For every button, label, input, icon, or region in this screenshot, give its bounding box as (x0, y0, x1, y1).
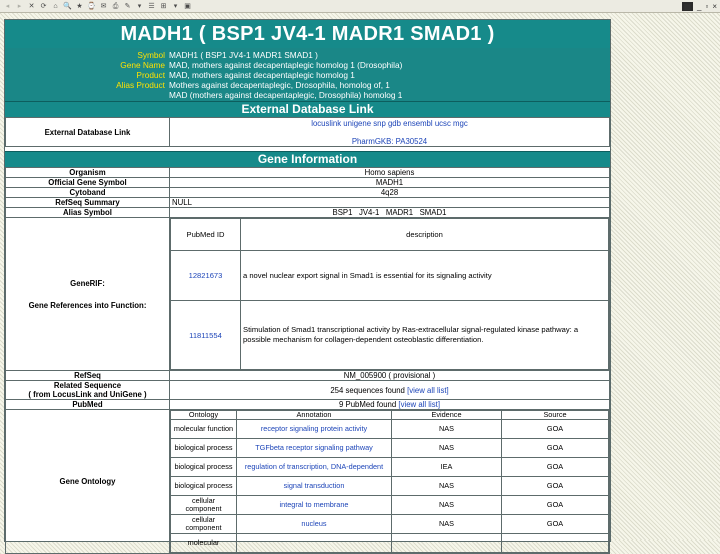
official-symbol-value: MADH1 (170, 178, 610, 188)
synonym-row (5, 70, 610, 80)
synonym-row (5, 50, 610, 60)
official-symbol-label: Official Gene Symbol (6, 178, 170, 188)
alias-symbol-value: BSP1 JV4-1 MADR1 SMAD1 (170, 208, 610, 218)
product-value: MAD, mothers against decapentaplegic homolog 1 (169, 70, 355, 80)
annotation-header: Annotation (237, 411, 392, 420)
alias-product-label: Alias Product (116, 80, 165, 90)
organism-label: Organism (6, 168, 170, 178)
link-pharmgkb[interactable]: PharmGKB: PA30524 (351, 137, 428, 146)
window-icon[interactable]: ▣ (184, 2, 191, 10)
pubmed-id-link[interactable]: 11811554 (189, 330, 222, 340)
pubmed-id-link[interactable]: 12821673 (188, 271, 223, 280)
synonym-block (5, 48, 610, 101)
page-title: MADH1 ( BSP1 JV4-1 MADR1 SMAD1 ) (5, 20, 610, 48)
ontology-cell: cellular component (171, 496, 237, 515)
chevron-down-icon[interactable]: ▾ (137, 2, 142, 10)
description-cell: Stimulation of Smad1 transcriptional activity by Ras-extracellular signal-regulated kinase pathway: a possible mechanism for collagen-dependent osteoblastic differentiation. (241, 301, 609, 370)
link-locuslink[interactable]: locuslink (311, 119, 342, 128)
source-cell: GOA (502, 458, 609, 477)
evidence-cell: NAS (392, 515, 502, 534)
ontology-cell: molecular (171, 534, 237, 553)
gene-name-label: Gene Name (120, 60, 165, 70)
annotation-cell (237, 439, 392, 458)
pubmed-id-header: PubMed ID (171, 219, 241, 251)
annotation-cell (237, 534, 392, 553)
source-cell: GOA (502, 439, 609, 458)
toolbar-icons (0, 2, 192, 11)
evidence-cell: NAS (392, 496, 502, 515)
refseq-summary-label: RefSeq Summary (6, 198, 170, 208)
source-cell: GOA (502, 515, 609, 534)
description-header: description (241, 219, 609, 251)
annotation-cell (237, 477, 392, 496)
source-cell: GOA (502, 496, 609, 515)
source-cell: GOA (502, 420, 609, 439)
ontology-cell: biological process (171, 439, 237, 458)
table-row (171, 496, 609, 515)
history-icon[interactable]: ⌚ (87, 2, 96, 10)
gene-page (4, 19, 611, 547)
annotation-link[interactable]: receptor signaling protein activity (260, 424, 368, 433)
minimize-icon[interactable]: _ (697, 1, 702, 11)
favorites-icon[interactable]: ★ (76, 2, 83, 10)
messenger-icon[interactable]: ⊞ (160, 2, 167, 10)
annotation-link[interactable]: integral to membrane (279, 500, 349, 509)
browser-toolbar (0, 0, 720, 13)
source-header: Source (502, 411, 609, 420)
annotation-cell (237, 496, 392, 515)
evidence-cell (392, 534, 502, 553)
table-row (171, 251, 241, 301)
table-row (171, 515, 609, 534)
close-icon[interactable]: × (712, 1, 717, 11)
stop-icon[interactable]: ✕ (28, 2, 35, 10)
external-links-header: External Database Link (5, 101, 610, 117)
ontology-cell: biological process (171, 458, 237, 477)
symbol-value: MADH1 ( BSP1 JV4-1 MADR1 SMAD1 ) (169, 50, 318, 60)
source-cell: GOA (502, 477, 609, 496)
link-mgc[interactable]: mgc (453, 119, 468, 128)
restore-icon[interactable]: ▫ (705, 1, 709, 11)
annotation-cell (237, 515, 392, 534)
search-icon[interactable]: 🔍 (63, 2, 72, 10)
cytoband-value: 4q28 (170, 188, 610, 198)
refresh-icon[interactable]: ⟳ (40, 2, 47, 10)
symbol-label: Symbol (137, 50, 165, 60)
table-row (171, 301, 241, 370)
link-gdb[interactable]: gdb (387, 119, 401, 128)
annotation-link[interactable]: TGFbeta receptor signaling pathway (255, 443, 373, 452)
annotation-cell (237, 458, 392, 477)
annotation-cell (237, 420, 392, 439)
annotation-link[interactable]: nucleus (301, 519, 327, 528)
synonym-row (5, 80, 610, 90)
annotation-link[interactable]: regulation of transcription, DNA-dependent (244, 462, 384, 471)
product-label: Product (136, 70, 165, 80)
alias-product-label-cont (5, 90, 169, 100)
link-unigene[interactable]: unigene (343, 119, 372, 128)
pubmed-count: 9 PubMed found (339, 400, 397, 409)
related-sequence-value (170, 381, 610, 400)
generif-table (170, 218, 609, 370)
refseq-summary-value: NULL (170, 198, 610, 208)
gene-ontology-table (170, 410, 609, 553)
refseq-value: NM_005900 ( provisional ) (170, 371, 610, 381)
refseq-label: RefSeq (6, 371, 170, 381)
external-links-table (5, 117, 610, 147)
related-sequence-subtitle: ( from LocusLink and UniGene ) (28, 390, 147, 399)
related-sequence-count: 254 sequences found (330, 385, 405, 395)
back-icon[interactable]: ◂ (5, 2, 10, 10)
print-icon[interactable]: ⎙ (112, 2, 119, 10)
external-links-label: External Database Link (6, 118, 170, 147)
gene-ontology-label: Gene Ontology (6, 410, 170, 554)
generif-label: GeneRIF: (70, 278, 105, 288)
discuss-icon[interactable]: ☰ (148, 2, 155, 10)
evidence-cell: NAS (392, 420, 502, 439)
related-sequence-label (6, 381, 170, 400)
external-links-cell (170, 118, 610, 147)
synonym-row (5, 60, 610, 70)
evidence-cell: IEA (392, 458, 502, 477)
synonym-row (5, 90, 610, 100)
forward-icon[interactable]: ▸ (17, 2, 22, 10)
annotation-link[interactable]: signal transduction (283, 481, 345, 490)
view-all-sequences-link[interactable]: [view all list] (407, 385, 449, 395)
gene-name-value: MAD, mothers against decapentaplegic homolog 1 (Drosophila) (169, 60, 403, 70)
gene-info-header: Gene Information (5, 151, 610, 167)
alias-symbol-label: Alias Symbol (6, 208, 170, 218)
ontology-cell: biological process (171, 477, 237, 496)
link-ucsc[interactable]: ucsc (434, 119, 451, 128)
table-row (171, 477, 609, 496)
pubmed-label: PubMed (6, 400, 170, 410)
related-sequence-title: Related Sequence (53, 381, 122, 390)
edit-icon[interactable]: ✎ (124, 2, 131, 10)
gene-ontology-cell (170, 410, 610, 554)
window-controls (682, 0, 717, 12)
table-row (171, 534, 609, 553)
chevron-down-icon[interactable]: ▾ (173, 2, 178, 10)
pubmed-value (170, 400, 610, 410)
ontology-header: Ontology (171, 411, 237, 420)
table-row (171, 420, 609, 439)
link-ensembl[interactable]: ensembl (403, 119, 433, 128)
evidence-cell: NAS (392, 439, 502, 458)
ontology-cell: cellular component (171, 515, 237, 534)
ontology-cell: molecular function (171, 420, 237, 439)
link-snp[interactable]: snp (373, 119, 386, 128)
cytoband-label: Cytoband (6, 188, 170, 198)
table-row (171, 458, 609, 477)
organism-value: Homo sapiens (170, 168, 610, 178)
table-row (171, 439, 609, 458)
evidence-header: Evidence (392, 411, 502, 420)
alias-product-value: Mothers against decapentaplegic, Drosophila, homolog of, 1 (169, 80, 390, 90)
mail-icon[interactable]: ✉ (100, 2, 107, 10)
generif-label-cell (6, 218, 170, 371)
generif-cell (170, 218, 610, 371)
home-icon[interactable]: ⌂ (53, 2, 58, 10)
windows-logo-icon: ▦ (683, 1, 692, 11)
alias-product-value-cont: MAD (mothers against decapentaplegic, Drosophila) homolog 1 (169, 90, 403, 100)
description-cell: a novel nuclear export signal in Smad1 is essential for its signaling activity (241, 251, 609, 301)
gene-info-table (5, 167, 610, 554)
generif-sublabel: Gene References into Function: (28, 300, 147, 310)
source-cell (502, 534, 609, 553)
evidence-cell: NAS (392, 477, 502, 496)
view-all-pubmed-link[interactable]: [view all list] (398, 400, 440, 409)
